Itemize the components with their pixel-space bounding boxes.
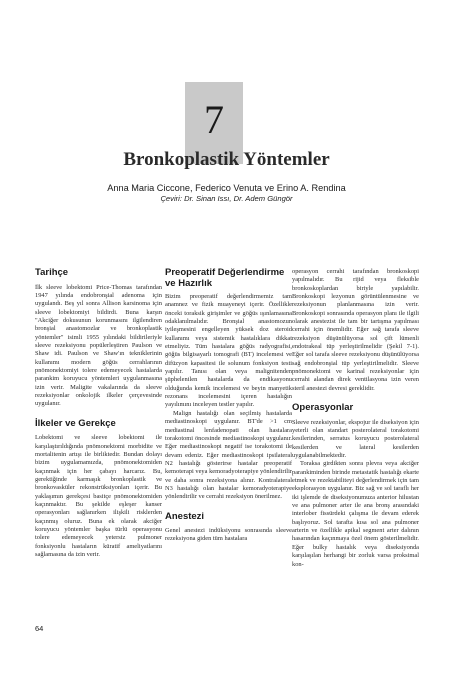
section-heading-anesthesia: Anestezi bbox=[165, 510, 205, 522]
paragraph-history: İlk sleeve lobektomi Price-Thomas tarafından 1947 yılında endobronşial adenoma için uygulandı. Beş yıl sonra Allison karsinoma için sleeve lobektomiyi bildirdi. Buna karşın "Akciğer dokusunun korunmasını ilgilendiren bronşial anastomozlar ve bronkoplastik yöntemler" isimli 1955 yılındaki bildirileriyle sleeve rezeksiyonu popülerleştiren Paulson ve Shaw idi. Paulson ve Shaw'ın tekniklerinin kullanımı modern göğüs cerrahlarının pnömonektomiyi tolere edemeyecek hastalarda parankim koruyucu yöntemleri uygulanmasına izin verir. Maligite vakalarında da sleeve rezeksiyonlar onkolojik ilkeler çerçevesinde uygulanır. bbox=[35, 283, 162, 408]
chapter-number: 7 bbox=[204, 97, 224, 142]
section-heading-history: Tarihçe bbox=[35, 267, 69, 278]
paragraph-operations-1: Sleeve rezeksiyonlar, ekspojur ile diseksiyon için yeterli olan standart posterolateral torakotomi kesilerinden, serratus koruyucu posterolateral kesilerden ve lateral kesilerden uygulanabilmektedir. bbox=[292, 418, 419, 460]
paragraph-bronchoscopy: operasyon cerrahi tarafından bronkoskopi yapılmalıdır. Bu rijid veya fleksible bronkoskoplardan biriyle yapılabilir. Bronkoskopi lezyonun görüntülenmesine ve rezeksiyonun planlanmasına izin verir. Bronkoskopi sonrasında operasyon planı ile ilgili olarak anestezist ile tam bir tartışma yapılması cerrahi için önemlidir. Eğer sağ tarafa sleeve rezeksiyon düşünülüyorsa sol çift lümenli endotrakeal tüp yerleştirilmelidir (Şekil 7-1). Eğer sol tarafa sleeve rezeksiyonu düşünülüyorsa sağ endobronşial tüp yerleştirilmelidir. Sleeve pnömonektomi ve karinal rezeksiyonlar için cerrahi alandan direk ventilasyona izin veren steril anestezi devresi gereklidir. bbox=[292, 268, 419, 392]
section-heading-operations: Operasyonlar bbox=[292, 402, 354, 414]
paragraph-preop-2: Malign hastalığı olan seçilmiş hastalarda mediastinoskopi uygulanır. BT'de >1 cm mediastinal lenfadenopati olan hastalara torakotomi öncesinde mediastinoskopi uygulanır. Eğer mediastinoskopi negatif ise torakotomi ile devam edeniz. Eğer mediastinoskopi ipsilateral N2 hastalığı gösterirse hastalar preoperatif kemoterapi veya kemoradyoterapiye yönlendirilir ve daha sonra rezeksiyona alınır. Kontralateral N3 hastalığı olan hastalar kemoradyoterapiye yönlendirilir ve cerrahi rezeksiyon önerilmez. bbox=[165, 409, 292, 501]
authors-line: Anna Maria Ciccone, Federico Venuta ve Erino A. Rendina bbox=[107, 183, 346, 193]
paragraph-principles: Lobektomi ve sleeve lobektomi ile karşılaştırıldığında pnömonektomi morbidite ve mortalitenin artışı ile birliktedir. Bundan dolayı bizim uygulamamızda, pnömonektomiden kaçınmak için her çabayı harcarız. Bu, gerektiğinde karmaşık bronkoplastik ve bronkovasküler rekonstrüksiyonları içerir. Bu yaklaşımın gerekçesi basitçe pnömonektomiden kaçınmaktır. Bu şekilde eşleşer kanser operasyonları sağlanırken ilişkili risklerden kaçınmış oluruz. Buna ek olarak akciğer koruyucu yöntemler başka türlü operasyonu tolere edemeyecek yetersiz pulmoner fonksiyonlu hastaların küratif ameliyatlarını sağlamasına da izin verir. bbox=[35, 434, 162, 558]
paragraph-operations-2: Toraksa girdikten sonra plevra veya akciğer parankiminden birinde metastatik hastalığı ekarte etmek ve rezektabiliteyi değerlendirmek için tam eksplorasyon uygulanır. Biz sağ ve sol taraflı her iki işlemde de diseksiyonumuza anterior hilustan ve ana pulmoner arter ile ana bronş arasındaki interlober fissürdeki çalışma ile devam ederek başlıyoruz. Sol tarafta kısa sol ana pulmoner arterin ve özellikle apikal segment arter dalının hasarından kaçınmaya özel önem gösterilmelidir. Eğer bulky hastalık veya diseksiyonda karşılaşılan herhangi bir zorluk varsa proksimal kon- bbox=[292, 460, 419, 568]
column-3 bbox=[292, 268, 419, 569]
paragraph-anesthesia: Genel anestezi indüksiyonu sonrasında sleeve rezeksiyona giden tüm hastalara bbox=[165, 527, 292, 543]
chapter-title: Bronkoplastik Yöntemler bbox=[123, 149, 330, 170]
section-heading-preop: Preoperatif Değerlendirme ve Hazırlık bbox=[165, 267, 285, 289]
section-heading-principles: İlkeler ve Gerekçe bbox=[35, 417, 116, 429]
column-2 bbox=[165, 268, 292, 544]
translation-credit: Çeviri: Dr. Sinan Issı, Dr. Adem Güngör bbox=[160, 194, 293, 203]
page-number: 64 bbox=[35, 624, 44, 633]
paragraph-preop-1: Bizim preoperatif değerlendirmemiz tam anamnez ve fizik muayeneyi içerir. Özellikle önceki toraksik girişimler ve göğüs ışınlamasına odaklanılmalıdır. Bronşial anastomozun iyileşmesini engelleyen yüksek doz steroid kullanımı veya sistemik hastalıklara dikkat etmeliyiz. Tüm hastalara göğüs radyografisi, göğüs bilgisayarlı tomografi (BT) incelemesi ve difüzyon kapasitesi ile solunum fonksiyon testi yapılır. Tanısı olan veya malignitenden şüphelenilen hastalarda da endikasyonu olduğunda kemik incelemesi ve beyin manyetik rezonans incelemesini içeren hastalığın yayılımını inceleyen testler yapılır. bbox=[165, 293, 292, 409]
column-1 bbox=[35, 268, 162, 559]
